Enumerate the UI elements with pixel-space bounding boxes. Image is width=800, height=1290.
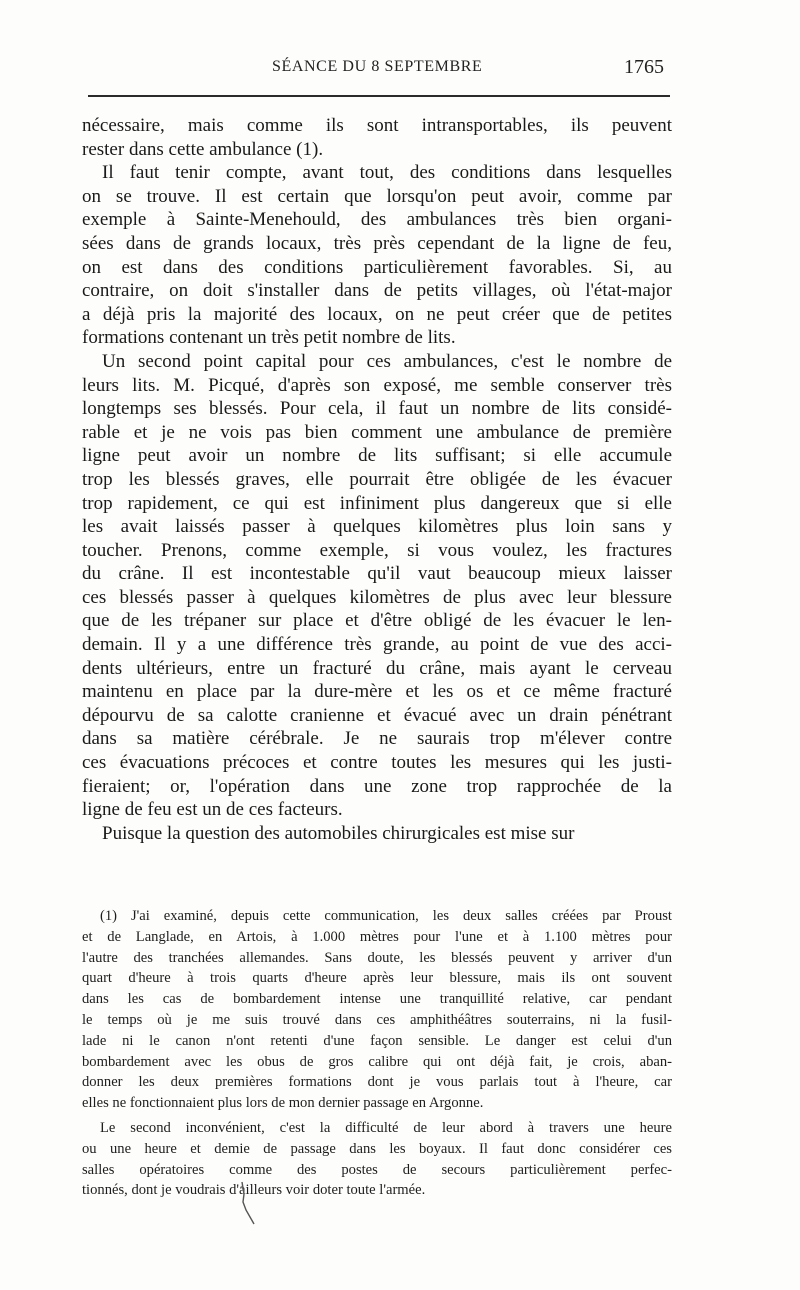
body-line: que de les trépaner sur place et d'être obligé de les évacuer le len- xyxy=(82,610,672,632)
body-line: rable et je ne vois pas bien comment une ambulance de première xyxy=(82,421,672,443)
footnote-line: le temps où je me suis trouvé dans ces amphithéâtres souterrains, ni la fusil- xyxy=(82,1011,672,1028)
body-line: maintenu en place par la dure-mère et les os et ce même fracturé xyxy=(82,681,672,703)
footnote-line: tionnés, dont je voudrais d'ailleurs voir doter toute l'armée. xyxy=(82,1182,426,1199)
body-line: exemple à Sainte-Menehould, des ambulances très bien organi- xyxy=(82,209,672,231)
footnote-line: elles ne fonctionnaient plus lors de mon dernier passage en Argonne. xyxy=(82,1095,484,1112)
footnote-line: salles opératoires comme des postes de secours particulièrement perfec- xyxy=(82,1161,672,1178)
body-line: ces évacuations précoces et contre toutes les mesures qui les justi- xyxy=(82,752,672,774)
body-line: on se trouve. Il est certain que lorsqu'on peut avoir, comme par xyxy=(82,185,672,207)
body-line: ces blessés passer à quelques kilomètres de plus avec leur blessure xyxy=(82,586,672,608)
body-line: contraire, on doit s'installer dans de petits villages, où l'état-major xyxy=(82,280,672,302)
body-line: leurs lits. M. Picqué, d'après son exposé, me semble conserver très xyxy=(82,374,672,396)
body-line: longtemps ses blessés. Pour cela, il faut un nombre de lits considé- xyxy=(82,398,672,420)
footnote xyxy=(82,906,672,1201)
body-line: trop les blessés graves, elle pourrait être obligée de les évacuer xyxy=(82,468,672,490)
body-line: Il faut tenir compte, avant tout, des conditions dans lesquelles xyxy=(102,162,672,184)
footnote-line: l'autre des tranchées allemandes. Sans doute, les blessés peuvent y arriver d'un xyxy=(82,949,672,966)
footnote-line: Le second inconvénient, c'est la difficulté de leur abord à travers une heure xyxy=(100,1119,672,1136)
body-line: demain. Il y a une différence très grande, au point de vue des acci- xyxy=(82,634,672,656)
body-line: dépourvu de sa calotte cranienne et évacué avec un drain pénétrant xyxy=(82,704,672,726)
footnote-line: ou une heure et demie de passage dans les boyaux. Il faut donc considérer ces xyxy=(82,1140,672,1157)
footnote-line: lade ni le canon n'ont retenti d'une façon sensible. Le danger est celui d'un xyxy=(82,1032,672,1049)
footnote-line: (1) J'ai examiné, depuis cette communication, les deux salles créées par Proust xyxy=(100,908,672,924)
footnote-line: quart d'heure à trois quarts d'heure après leur blessure, mais ils ont souvent xyxy=(82,970,672,987)
footnote-line: et de Langlade, en Artois, à 1.000 mètres pour l'une et à 1.100 mètres pour xyxy=(82,928,672,945)
body-line: Un second point capital pour ces ambulances, c'est le nombre de xyxy=(102,350,672,372)
body-line: on est dans des conditions particulièrement favorables. Si, au xyxy=(82,256,672,278)
running-head xyxy=(82,58,670,84)
body-line: du crâne. Il est incontestable qu'il vaut beaucoup mieux laisser xyxy=(82,563,672,585)
body-line: Puisque la question des automobiles chirurgicales est mise sur xyxy=(102,822,575,844)
body-line: sées dans de grands locaux, très près cependant de la ligne de feu, xyxy=(82,232,672,254)
body-line: a déjà pris la majorité des locaux, on ne peut créer que de petites xyxy=(82,303,672,325)
body-line: formations contenant un très petit nombre de lits. xyxy=(82,327,456,349)
body-line: nécessaire, mais comme ils sont intransportables, ils peuvent xyxy=(82,115,672,136)
body-line: rester dans cette ambulance (1). xyxy=(82,138,324,160)
body-line: trop rapidement, ce qui est infiniment plus dangereux que si elle xyxy=(82,492,672,514)
body-text xyxy=(82,114,672,845)
footnote-line: dans les cas de bombardement intense une tranquillité relative, car pendant xyxy=(82,991,672,1008)
body-line: fieraient; or, l'opération dans une zone trop rapprochée de la xyxy=(82,775,672,797)
footnote-line: donner les deux premières formations dont je vous parlais tout à l'heure, car xyxy=(82,1074,672,1091)
body-line: ligne de feu est un de ces facteurs. xyxy=(82,799,343,821)
body-line: dents ultérieurs, entre un fracturé du crâne, mais ayant le cerveau xyxy=(82,657,672,679)
body-line: dans sa matière cérébrale. Je ne saurais trop m'élever contre xyxy=(82,728,672,750)
body-line: toucher. Prenons, comme exemple, si vous voulez, les fractures xyxy=(82,539,672,561)
page-number: 1765 xyxy=(624,56,664,78)
header-rule xyxy=(88,95,670,97)
running-title: SÉANCE DU 8 SEPTEMBRE xyxy=(272,58,483,75)
pen-mark xyxy=(232,1180,262,1228)
footnote-line: bombardement avec les obus de gros calibre qui ont déjà fait, je crois, aban- xyxy=(82,1053,672,1070)
body-line: les avait laissés passer à quelques kilomètres plus loin sans y xyxy=(82,516,672,538)
body-line: ligne peut avoir un nombre de lits suffisant; si elle accumule xyxy=(82,445,672,467)
